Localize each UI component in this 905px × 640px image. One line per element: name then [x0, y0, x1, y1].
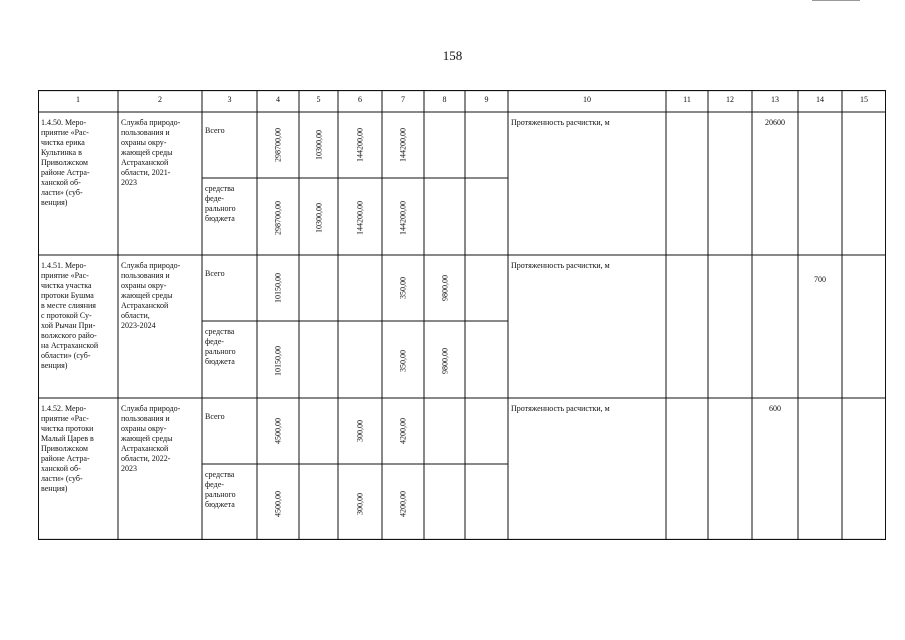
- total-value-c6: 144200,00: [355, 128, 365, 162]
- row-value-14: 700: [814, 275, 826, 284]
- column-header-1: 1: [76, 95, 80, 104]
- federal-value-c7: 144200,00: [398, 201, 408, 235]
- federal-value-c7: 350,00: [398, 350, 408, 372]
- row-indicator: Протяженность расчистки, м: [511, 118, 610, 127]
- federal-value-c7: 4200,00: [398, 491, 408, 517]
- column-header-8: 8: [442, 95, 447, 104]
- federal-value-c6: 144200,00: [355, 201, 365, 235]
- total-value-c4: 298700,00: [273, 128, 283, 162]
- page-number: 158: [442, 48, 463, 63]
- row-indicator: Протяженность расчистки, м: [511, 404, 610, 413]
- column-header-6: 6: [358, 95, 362, 104]
- row-federal-label: средства феде- рального бюджета: [205, 327, 236, 366]
- row-executor: Служба природо- пользования и охраны окру- жающей среды Астраханской области, 2021- 2023: [121, 118, 181, 187]
- data-table: [38, 90, 886, 540]
- total-value-c7: 4200,00: [398, 418, 408, 444]
- total-value-c8: 9800,00: [440, 275, 449, 301]
- row-executor: Служба природо- пользования и охраны окру- жающей среды Астраханской области, 2022- 2023: [121, 404, 181, 473]
- row-value-13: 600: [769, 404, 781, 413]
- federal-value-c5: 10300,00: [314, 203, 323, 233]
- federal-value-c8: 9800,00: [440, 348, 449, 374]
- top-edge-line: [812, 0, 860, 1]
- column-header-15: 15: [860, 95, 868, 104]
- total-value-c7: 144200,00: [398, 128, 408, 162]
- row-indicator: Протяженность расчистки, м: [511, 261, 610, 270]
- row-name: 1.4.52. Меро- приятие «Рас- чистка протоки Малый Царев в Приволжском районе Астра- ханской об- ласти» (суб- венция): [41, 404, 94, 493]
- column-header-10: 10: [583, 95, 591, 104]
- column-header-9: 9: [484, 95, 489, 104]
- total-value-c5: 10300,00: [314, 130, 323, 160]
- federal-value-c4: 10150,00: [273, 346, 283, 376]
- federal-value-c4: 298700,00: [273, 201, 283, 235]
- total-value-c7: 350,00: [398, 277, 408, 299]
- row-federal-label: средства феде- рального бюджета: [205, 470, 236, 509]
- column-header-7: 7: [401, 95, 405, 104]
- column-header-12: 12: [726, 95, 734, 104]
- column-header-3: 3: [227, 95, 232, 104]
- total-value-c4: 4500,00: [273, 418, 283, 444]
- row-total-label: Всего: [205, 412, 225, 421]
- federal-value-c6: 300,00: [355, 493, 365, 515]
- row-total-label: Всего: [205, 126, 225, 135]
- row-name: 1.4.50. Меро- приятие «Рас- чистка ерика Культинка в Приволжском районе Астра- ханской об- ласти» (суб- венция): [41, 118, 90, 207]
- column-header-14: 14: [816, 95, 824, 104]
- column-header-13: 13: [771, 95, 779, 104]
- row-executor: Служба природо- пользования и охраны окру- жающей среды Астраханской области, 2023-2024: [121, 261, 181, 330]
- row-name: 1.4.51. Меро- приятие «Рас- чистка участка протоки Бушма в месте слияния с протокой Су- хой Рычан При- волжского райо- на Астраханской области» (суб- венция): [41, 261, 99, 370]
- column-header-4: 4: [276, 95, 280, 104]
- row-value-13: 20600: [765, 118, 785, 127]
- row-federal-label: средства феде- рального бюджета: [205, 184, 236, 223]
- row-total-label: Всего: [205, 269, 225, 278]
- column-header-11: 11: [683, 95, 691, 104]
- column-header-2: 2: [158, 95, 162, 104]
- federal-value-c4: 4500,00: [273, 491, 283, 517]
- column-header-5: 5: [316, 95, 321, 104]
- total-value-c6: 300,00: [355, 420, 365, 442]
- total-value-c4: 10150,00: [273, 273, 283, 303]
